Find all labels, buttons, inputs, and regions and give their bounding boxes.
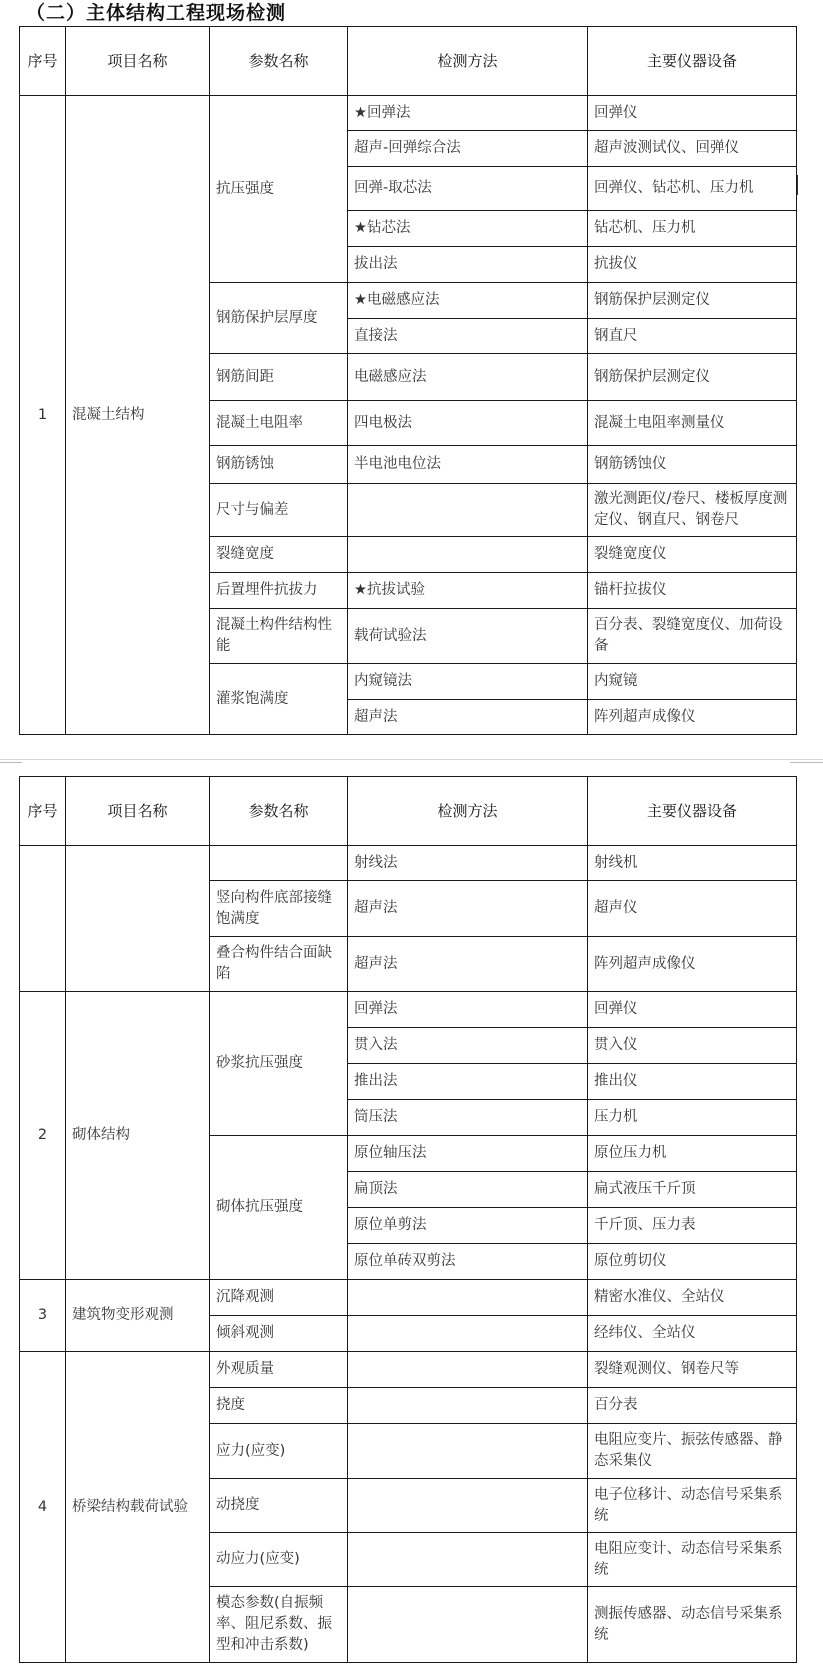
param-name: 外观质量 (210, 1352, 348, 1388)
row-number-continued (20, 846, 66, 992)
method-cell (348, 1388, 588, 1424)
method-cell (348, 1533, 588, 1587)
equipment-cell: 超声波测试仪、回弹仪 (588, 131, 797, 167)
equipment-cell: 裂缝观测仪、钢卷尺等 (588, 1352, 797, 1388)
page-corner-mark-right (790, 762, 823, 763)
method-cell: 筒压法 (348, 1100, 588, 1136)
row-number: 1 (20, 96, 66, 735)
project-name: 混凝土结构 (66, 96, 210, 735)
param-name: 竖向构件底部接缝饱满度 (210, 881, 348, 937)
param-name: 叠合构件结合面缺陷 (210, 937, 348, 992)
param-name-continued (210, 846, 348, 881)
equipment-cell: 锚杆拉拔仪 (588, 573, 797, 609)
param-name: 后置埋件抗拔力 (210, 573, 348, 609)
equipment-cell: 抗拔仪 (588, 247, 797, 283)
method-cell: 原位单剪法 (348, 1208, 588, 1244)
equipment-cell: 阵列超声成像仪 (588, 937, 797, 992)
equipment-cell: 激光测距仪/卷尺、楼板厚度测定仪、钢直尺、钢卷尺 (588, 484, 797, 537)
equipment-cell: 百分表 (588, 1388, 797, 1424)
method-cell: 拔出法 (348, 247, 588, 283)
method-cell: 内窥镜法 (348, 664, 588, 700)
param-name: 模态参数(自振频率、阻尼系数、振型和冲击系数) (210, 1587, 348, 1663)
equipment-cell: 回弹仪、钻芯机、压力机 (588, 167, 797, 211)
param-name: 应力(应变) (210, 1424, 348, 1479)
text-cursor (797, 175, 798, 195)
section-title: （二）主体结构工程现场检测 (26, 2, 287, 24)
equipment-cell: 超声仪 (588, 881, 797, 937)
method-cell: 超声法 (348, 881, 588, 937)
equipment-cell: 百分表、裂缝宽度仪、加荷设备 (588, 609, 797, 664)
method-cell: 推出法 (348, 1064, 588, 1100)
equipment-cell: 钢筋保护层测定仪 (588, 354, 797, 401)
param-name: 裂缝宽度 (210, 537, 348, 573)
equipment-cell: 压力机 (588, 1100, 797, 1136)
method-cell (348, 1280, 588, 1316)
method-cell (348, 537, 588, 573)
method-cell: ★电磁感应法 (348, 283, 588, 319)
param-name: 尺寸与偏差 (210, 484, 348, 537)
equipment-cell: 射线机 (588, 846, 797, 881)
param-name: 抗压强度 (210, 96, 348, 283)
method-cell: 四电极法 (348, 401, 588, 446)
equipment-cell: 钢筋保护层测定仪 (588, 283, 797, 319)
method-cell: 载荷试验法 (348, 609, 588, 664)
header-equipment: 主要仪器设备 (588, 27, 797, 96)
method-cell: ★钻芯法 (348, 211, 588, 247)
inspection-table-page-2 (19, 776, 797, 1663)
page-corner-mark-left (0, 762, 22, 763)
method-cell: 原位轴压法 (348, 1136, 588, 1172)
header-param: 参数名称 (210, 777, 348, 846)
method-cell (348, 484, 588, 537)
param-name: 动应力(应变) (210, 1533, 348, 1587)
equipment-cell: 内窥镜 (588, 664, 797, 700)
param-name: 沉降观测 (210, 1280, 348, 1316)
equipment-cell: 电子位移计、动态信号采集系统 (588, 1479, 797, 1533)
method-cell: 直接法 (348, 319, 588, 354)
method-cell: 电磁感应法 (348, 354, 588, 401)
equipment-cell: 钢直尺 (588, 319, 797, 354)
param-name: 动挠度 (210, 1479, 348, 1533)
method-cell: 贯入法 (348, 1028, 588, 1064)
method-cell (348, 1424, 588, 1479)
param-name: 钢筋锈蚀 (210, 446, 348, 484)
equipment-cell: 裂缝宽度仪 (588, 537, 797, 573)
method-cell: 回弹-取芯法 (348, 167, 588, 211)
inspection-table-page-1 (19, 26, 797, 735)
equipment-cell: 混凝土电阻率测量仪 (588, 401, 797, 446)
param-name: 混凝土电阻率 (210, 401, 348, 446)
header-param: 参数名称 (210, 27, 348, 96)
param-name: 砂浆抗压强度 (210, 992, 348, 1136)
method-cell: ★抗拔试验 (348, 573, 588, 609)
equipment-cell: 推出仪 (588, 1064, 797, 1100)
row-number: 4 (20, 1352, 66, 1663)
header-method: 检测方法 (348, 777, 588, 846)
method-cell: ★回弹法 (348, 96, 588, 131)
param-name: 灌浆饱满度 (210, 664, 348, 735)
equipment-cell: 扁式液压千斤顶 (588, 1172, 797, 1208)
method-cell (348, 1316, 588, 1352)
page-break (0, 759, 823, 762)
row-number: 3 (20, 1280, 66, 1352)
project-name: 砌体结构 (66, 992, 210, 1280)
param-name: 混凝土构件结构性能 (210, 609, 348, 664)
method-cell: 原位单砖双剪法 (348, 1244, 588, 1280)
equipment-cell: 电阻应变片、振弦传感器、静态采集仪 (588, 1424, 797, 1479)
method-cell: 半电池电位法 (348, 446, 588, 484)
equipment-cell: 精密水准仪、全站仪 (588, 1280, 797, 1316)
param-name: 钢筋保护层厚度 (210, 283, 348, 354)
method-cell: 超声法 (348, 937, 588, 992)
method-cell: 超声法 (348, 700, 588, 735)
equipment-cell: 原位剪切仪 (588, 1244, 797, 1280)
project-name: 桥梁结构载荷试验 (66, 1352, 210, 1663)
header-no: 序号 (20, 27, 66, 96)
equipment-cell: 千斤顶、压力表 (588, 1208, 797, 1244)
project-name: 建筑物变形观测 (66, 1280, 210, 1352)
param-name: 挠度 (210, 1388, 348, 1424)
header-project: 项目名称 (66, 27, 210, 96)
method-cell (348, 1352, 588, 1388)
equipment-cell: 测振传感器、动态信号采集系统 (588, 1587, 797, 1663)
param-name: 钢筋间距 (210, 354, 348, 401)
method-cell (348, 1479, 588, 1533)
header-no: 序号 (20, 777, 66, 846)
equipment-cell: 回弹仪 (588, 992, 797, 1028)
method-cell: 超声-回弹综合法 (348, 131, 588, 167)
row-number: 2 (20, 992, 66, 1280)
header-equipment: 主要仪器设备 (588, 777, 797, 846)
equipment-cell: 钢筋锈蚀仪 (588, 446, 797, 484)
method-cell: 扁顶法 (348, 1172, 588, 1208)
method-cell (348, 1587, 588, 1663)
equipment-cell: 原位压力机 (588, 1136, 797, 1172)
method-cell: 射线法 (348, 846, 588, 881)
header-method: 检测方法 (348, 27, 588, 96)
param-name: 倾斜观测 (210, 1316, 348, 1352)
method-cell: 回弹法 (348, 992, 588, 1028)
equipment-cell: 阵列超声成像仪 (588, 700, 797, 735)
equipment-cell: 电阻应变计、动态信号采集系统 (588, 1533, 797, 1587)
equipment-cell: 回弹仪 (588, 96, 797, 131)
param-name: 砌体抗压强度 (210, 1136, 348, 1280)
equipment-cell: 经纬仪、全站仪 (588, 1316, 797, 1352)
project-name-continued (66, 846, 210, 992)
header-project: 项目名称 (66, 777, 210, 846)
equipment-cell: 钻芯机、压力机 (588, 211, 797, 247)
equipment-cell: 贯入仪 (588, 1028, 797, 1064)
